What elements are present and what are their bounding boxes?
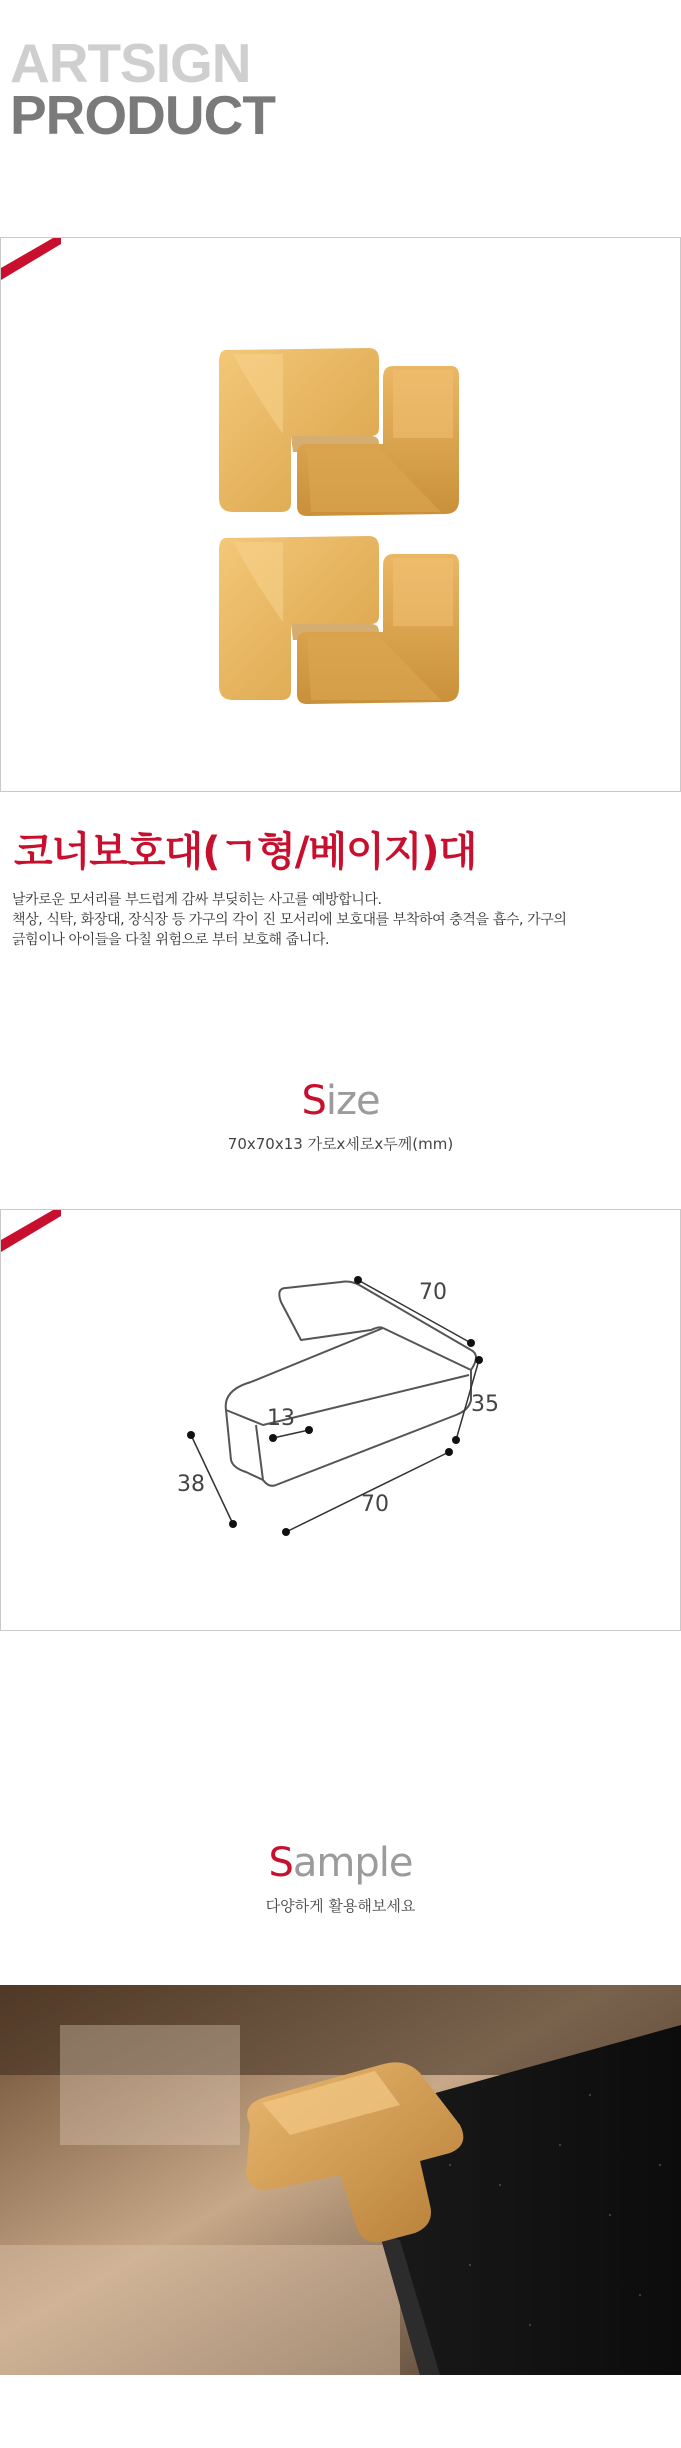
size-heading-rest: ize [325,1078,380,1124]
size-subtitle: 70x70x13 가로x세로x두께(mm) [227,1135,454,1153]
product-title: 코너보호대(ㄱ형/베이지)대 [14,829,477,875]
sample-usage-photo [0,1985,681,2375]
dimension-label-side: 38 [177,1472,205,1497]
product-description-line: 날카로운 모서리를 부드럽게 감싸 부딪히는 사고를 예방합니다. [12,892,382,908]
product-image-frame [0,237,681,792]
dimension-label-thickness: 13 [267,1406,295,1431]
brand-title-line1: ARTSIGN [10,32,251,94]
dimension-label-bottom-length: 70 [361,1492,389,1517]
dimension-diagram-frame [0,1209,681,1631]
size-heading [0,1078,681,1124]
sample-heading [0,1840,681,1886]
sample-subtitle: 다양하게 활용해보세요 [265,1897,416,1915]
sample-heading-rest: ample [292,1840,413,1886]
product-description-line: 책상, 식탁, 화장대, 장식장 등 가구의 각이 진 모서리에 보호대를 부착하여 충격을 흡수, 가구의 [12,912,567,928]
corner-guards-image [1,238,680,791]
dimension-diagram [1,1210,680,1630]
sample-photo-illustration [0,1985,681,2375]
brand-title-line2: PRODUCT [10,84,275,146]
product-description-line: 긁힘이나 아이들을 다칠 위험으로 부터 보호해 줍니다. [12,932,330,948]
size-heading-initial: S [301,1078,326,1124]
dimension-label-top-length: 70 [419,1280,447,1305]
dimension-label-height: 35 [471,1392,499,1417]
sample-heading-initial: S [268,1840,293,1886]
